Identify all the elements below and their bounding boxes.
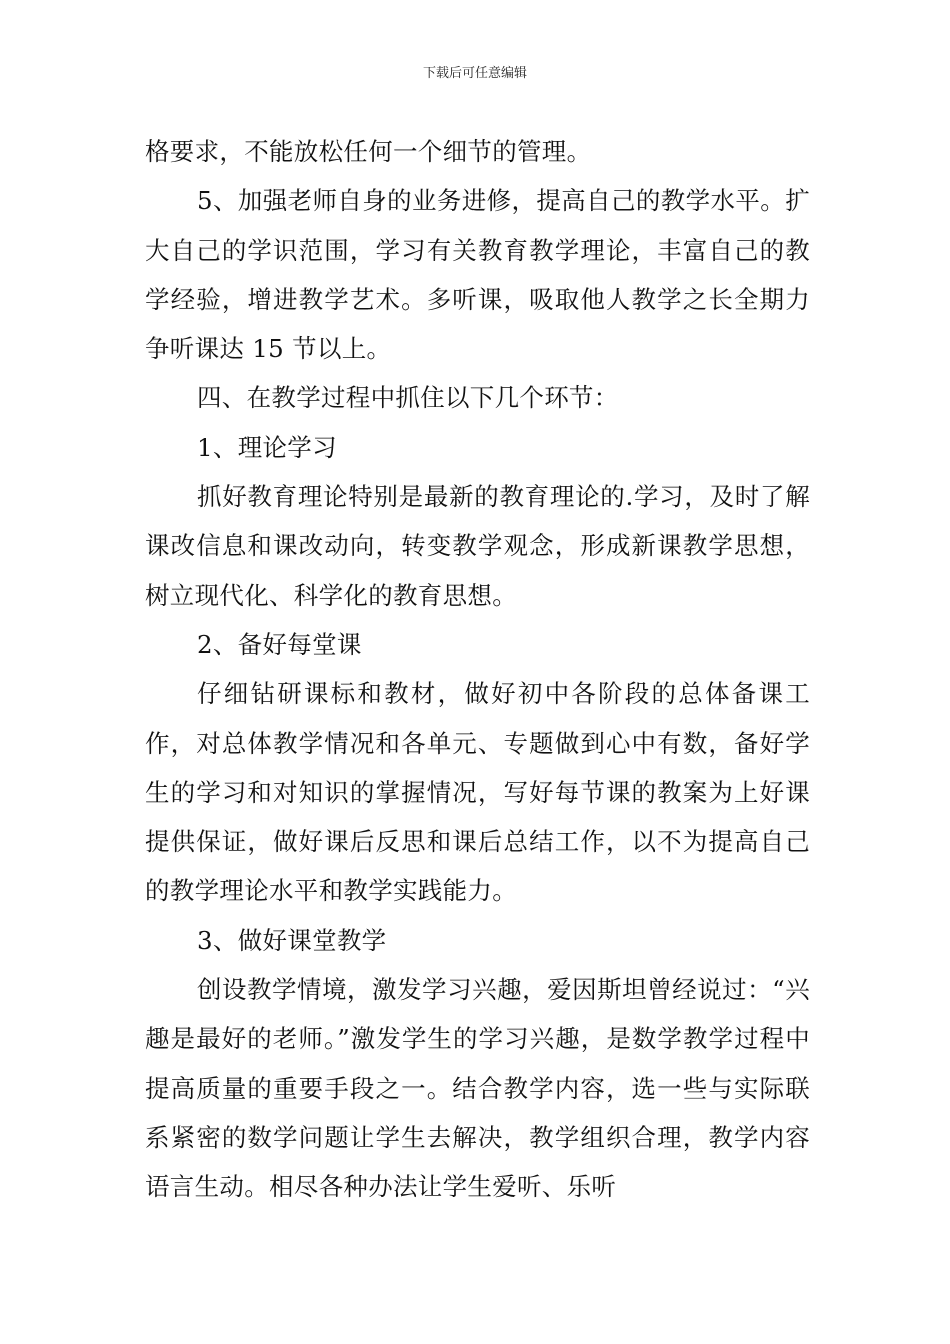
document-body — [145, 127, 810, 1212]
subheading-theory-study: 1、理论学习 — [197, 432, 337, 462]
subheading-classroom-teaching: 3、做好课堂教学 — [197, 925, 387, 955]
paragraph-prepare-lessons: 仔细钻研课标和教材，做好初中各阶段的总体备课工作，对总体教学情况和各单元、专题做到心中有数，备好学生的学习和对知识的掌握情况，写好每节课的教案为上好课提供保证，做好课后反思和课后总结工作，以不为提高自己的教学理论水平和教学实践能力。 — [145, 679, 810, 906]
paragraph-item-5: 5、加强老师自身的业务进修，提高自己的教学水平。扩大自己的学识范围，学习有关教育教学理论，丰富自己的教学经验，增进教学艺术。多听课，吸取他人教学之长全期力争听课达 15 节以上。 — [145, 186, 810, 364]
paragraph-classroom-teaching: 创设教学情境，激发学习兴趣，爱因斯坦曾经说过：“兴趣是最好的老师。”激发学生的学习兴趣，是数学教学过程中提高质量的重要手段之一。结合教学内容，选一些与实际联系紧密的数学问题让学生去解决，教学组织合理，教学内容语言生动。相尽各种办法让学生爱听、乐听 — [145, 975, 810, 1202]
subheading-prepare-lessons: 2、备好每堂课 — [197, 629, 362, 659]
paragraph-theory-study: 抓好教育理论特别是最新的教育理论的.学习，及时了解课改信息和课改动向，转变教学观念，形成新课教学思想，树立现代化、科学化的教育思想。 — [145, 482, 810, 610]
paragraph-continuation: 格要求，不能放松任何一个细节的管理。 — [145, 137, 592, 166]
section-heading-4: 四、在教学过程中抓住以下几个环节： — [197, 383, 619, 413]
page-header: 下载后可任意编辑 — [422, 66, 527, 81]
